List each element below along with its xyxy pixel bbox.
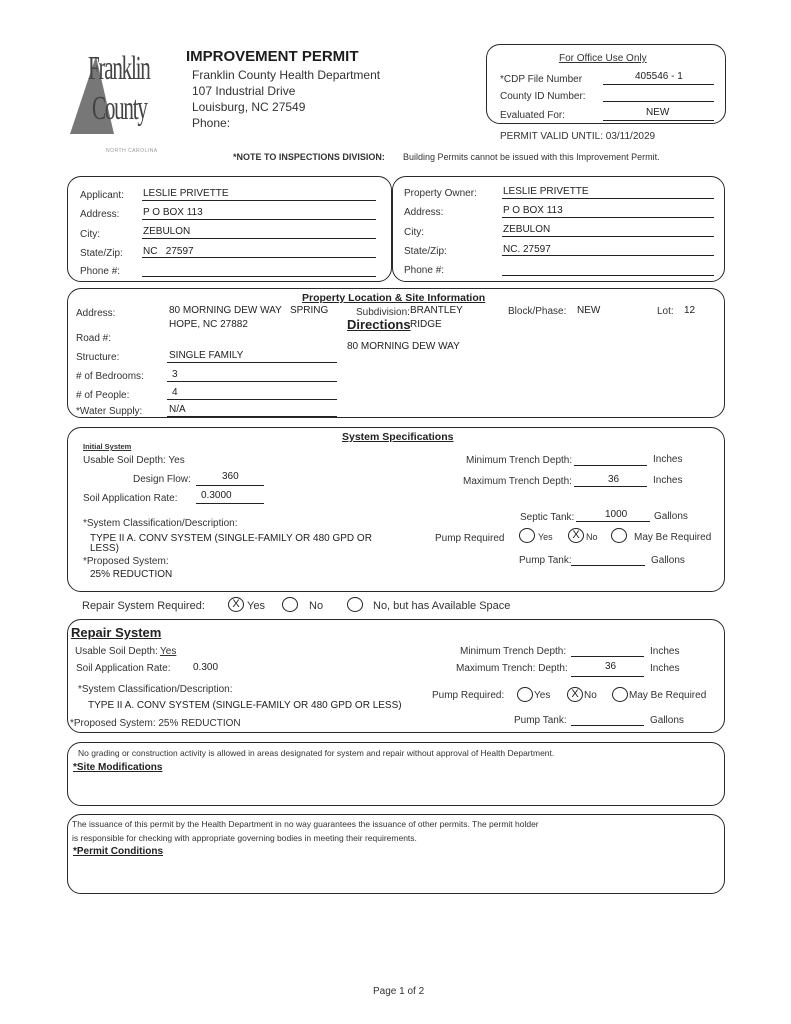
- evaluated-for-value: NEW: [646, 107, 670, 118]
- owner-address-label: Address:: [404, 207, 444, 218]
- soil-rate-underline: [196, 503, 264, 504]
- repair-required-label: Repair System Required:: [82, 600, 205, 612]
- water-supply-underline: [167, 416, 337, 417]
- repair-pump-tank-units: Gallons: [650, 715, 684, 726]
- road-label: Road #:: [76, 333, 112, 344]
- repair-available-space-radio[interactable]: [347, 597, 363, 612]
- max-trench-units: Inches: [653, 475, 683, 486]
- applicant-statezip-label: State/Zip:: [80, 248, 123, 259]
- bedrooms-value: 3: [172, 369, 178, 380]
- note-text: Building Permits cannot be issued with this Improvement Permit.: [403, 152, 660, 162]
- usable-soil-depth: Usable Soil Depth: Yes: [83, 455, 185, 466]
- repair-usable-soil-value: Yes: [160, 646, 177, 657]
- page-number: Page 1 of 2: [373, 986, 425, 997]
- pump-no-label: No: [586, 532, 598, 542]
- office-use-heading: For Office Use Only: [559, 53, 647, 64]
- applicant-statezip: NC 27597: [143, 246, 194, 257]
- department-city: Louisburg, NC 27549: [192, 100, 306, 114]
- applicant-address: P O BOX 113: [143, 207, 203, 218]
- design-flow-value: 360: [222, 471, 239, 482]
- owner-statezip-label: State/Zip:: [404, 246, 447, 257]
- repair-max-trench-underline: [571, 676, 644, 677]
- department-phone-label: Phone:: [192, 116, 231, 130]
- max-trench-underline: [574, 486, 647, 487]
- water-supply-label: *Water Supply:: [76, 406, 143, 417]
- repair-pump-yes-label: Yes: [534, 690, 551, 701]
- property-address-line2: HOPE, NC 27882: [169, 319, 248, 330]
- pump-tank-underline: [571, 565, 645, 566]
- proposed-system-value: 25% REDUCTION: [90, 569, 173, 580]
- repair-max-trench-label: Maximum Trench: Depth:: [456, 663, 568, 674]
- min-trench-label: Minimum Trench Depth:: [466, 455, 573, 466]
- applicant-name-underline: [142, 200, 376, 201]
- pump-required-label: Pump Required: [435, 533, 505, 544]
- repair-min-trench-units: Inches: [650, 646, 680, 657]
- block-phase-value: NEW: [577, 305, 601, 316]
- site-modifications-notice: No grading or construction activity is allowed in areas designated for system and repair without approval of Health Department.: [78, 748, 555, 758]
- permit-conditions-notice-2: is responsible for checking with appropriate governing bodies in meeting their requirements.: [72, 833, 417, 843]
- repair-soil-rate-value: 0.300: [193, 662, 219, 673]
- repair-max-trench-units: Inches: [650, 663, 680, 674]
- document-title: IMPROVEMENT PERMIT: [186, 48, 359, 65]
- note-label: *NOTE TO INSPECTIONS DIVISION:: [233, 152, 385, 162]
- bedrooms-underline: [167, 381, 337, 382]
- property-heading: Property Location & Site Information: [302, 292, 486, 304]
- min-trench-units: Inches: [653, 454, 683, 465]
- applicant-name-label: Applicant:: [80, 190, 124, 201]
- bedrooms-label: # of Bedrooms:: [76, 371, 144, 382]
- water-supply-value: N/A: [169, 404, 186, 415]
- repair-min-trench-underline: [571, 656, 644, 657]
- applicant-phone-label: Phone #:: [80, 266, 121, 277]
- classification-value-cont: LESS): [90, 543, 119, 554]
- repair-pump-tank-underline: [571, 725, 644, 726]
- directions-value: 80 MORNING DEW WAY: [347, 341, 460, 352]
- repair-max-trench-value: 36: [605, 661, 617, 672]
- applicant-phone-underline: [142, 276, 376, 277]
- repair-classification-label: *System Classification/Description:: [78, 684, 233, 695]
- owner-city-label: City:: [404, 227, 424, 238]
- permit-conditions-heading: *Permit Conditions: [73, 846, 164, 857]
- structure-value: SINGLE FAMILY: [169, 350, 244, 361]
- permit-valid-until: PERMIT VALID UNTIL: 03/11/2029: [500, 131, 656, 142]
- soil-rate-value: 0.3000: [201, 490, 232, 501]
- department-street: 107 Industrial Drive: [192, 84, 296, 98]
- subdivision-line2: RIDGE: [410, 319, 442, 330]
- septic-tank-units: Gallons: [654, 511, 688, 522]
- people-value: 4: [172, 387, 178, 398]
- repair-yes-radio[interactable]: X: [228, 597, 244, 612]
- design-flow-label: Design Flow:: [133, 474, 191, 485]
- applicant-address-underline: [142, 219, 376, 220]
- logo-subtitle: NORTH CAROLINA: [106, 148, 158, 154]
- septic-tank-label: Septic Tank:: [520, 512, 575, 523]
- repair-min-trench-label: Minimum Trench Depth:: [460, 646, 567, 657]
- septic-tank-value: 1000: [605, 509, 628, 520]
- subdivision-line1: BRANTLEY: [410, 305, 463, 316]
- cdp-file-underline: [603, 84, 714, 85]
- pump-no-radio[interactable]: X: [568, 528, 584, 543]
- applicant-city-underline: [142, 238, 376, 239]
- repair-usable-soil-label: Usable Soil Depth:: [75, 646, 158, 657]
- owner-name: LESLIE PRIVETTE: [503, 186, 589, 197]
- logo-word-franklin: Franklin: [88, 50, 150, 87]
- block-phase-label: Block/Phase:: [508, 306, 567, 317]
- min-trench-underline: [574, 465, 647, 466]
- applicant-statezip-underline: [142, 257, 376, 258]
- repair-no-label: No: [309, 600, 324, 612]
- pump-tank-label: Pump Tank:: [519, 555, 572, 566]
- applicant-address-label: Address:: [80, 209, 120, 220]
- repair-yes-label: Yes: [247, 600, 265, 612]
- owner-statezip-underline: [502, 255, 714, 256]
- septic-tank-underline: [576, 521, 650, 522]
- repair-classification-value: TYPE II A. CONV SYSTEM (SINGLE-FAMILY OR 480 GPD OR LESS): [88, 700, 402, 711]
- repair-proposed-system: *Proposed System: 25% REDUCTION: [70, 718, 241, 729]
- initial-system-label: Initial System: [83, 442, 132, 451]
- property-address-label: Address:: [76, 308, 116, 319]
- pump-maybe-label: May Be Required: [634, 532, 712, 543]
- owner-name-label: Property Owner:: [404, 188, 477, 199]
- site-modifications-heading: *Site Modifications: [73, 762, 163, 773]
- applicant-city: ZEBULON: [143, 226, 191, 237]
- cdp-file-label: *CDP File Number: [500, 74, 583, 85]
- repair-pump-tank-label: Pump Tank:: [514, 715, 567, 726]
- soil-rate-label: Soil Application Rate:: [83, 493, 178, 504]
- cdp-file-value: 405546 - 1: [635, 71, 683, 82]
- lot-label: Lot:: [657, 306, 674, 317]
- pump-tank-units: Gallons: [651, 555, 685, 566]
- repair-soil-rate-label: Soil Application Rate:: [76, 663, 171, 674]
- owner-address-underline: [502, 217, 714, 218]
- county-id-underline: [603, 101, 714, 102]
- owner-city-underline: [502, 236, 714, 237]
- structure-underline: [167, 362, 337, 363]
- repair-pump-required-label: Pump Required:: [432, 690, 505, 701]
- lot-value: 12: [684, 305, 696, 316]
- owner-phone-label: Phone #:: [404, 265, 445, 276]
- max-trench-value: 36: [608, 474, 620, 485]
- evaluated-for-label: Evaluated For:: [500, 110, 566, 121]
- owner-city: ZEBULON: [503, 224, 551, 235]
- system-specs-heading: System Specifications: [342, 431, 454, 443]
- directions-label: Directions: [347, 317, 411, 332]
- owner-name-underline: [502, 198, 714, 199]
- classification-value: TYPE II A. CONV SYSTEM (SINGLE-FAMILY OR 480 GPD OR: [90, 533, 372, 544]
- classification-label: *System Classification/Description:: [83, 518, 238, 529]
- design-flow-underline: [196, 485, 264, 486]
- subdivision-label: Subdivision:: [356, 307, 410, 318]
- department-name: Franklin County Health Department: [192, 68, 381, 82]
- property-address-line1: 80 MORNING DEW WAY SPRING: [169, 305, 329, 316]
- repair-system-heading: Repair System: [71, 625, 162, 640]
- repair-pump-no-radio[interactable]: X: [567, 687, 583, 702]
- repair-pump-maybe-radio[interactable]: [612, 687, 628, 702]
- franklin-county-logo: [66, 50, 172, 154]
- owner-statezip: NC. 27597: [503, 244, 551, 255]
- repair-available-space-label: No, but has Available Space: [373, 600, 511, 612]
- people-underline: [167, 399, 337, 400]
- evaluated-for-underline: [603, 120, 714, 121]
- pump-maybe-radio[interactable]: [611, 528, 627, 543]
- people-label: # of People:: [76, 390, 130, 401]
- owner-phone-underline: [502, 275, 714, 276]
- applicant-city-label: City:: [80, 229, 100, 240]
- max-trench-label: Maximum Trench Depth:: [463, 476, 572, 487]
- logo-word-county: County: [92, 90, 147, 127]
- repair-no-radio[interactable]: [282, 597, 298, 612]
- repair-pump-maybe-label: May Be Required: [629, 690, 707, 701]
- owner-address: P O BOX 113: [503, 205, 563, 216]
- repair-pump-yes-radio[interactable]: [517, 687, 533, 702]
- pump-yes-label: Yes: [538, 532, 553, 542]
- proposed-system-label: *Proposed System:: [83, 556, 169, 567]
- applicant-name: LESLIE PRIVETTE: [143, 188, 229, 199]
- pump-yes-radio[interactable]: [519, 528, 535, 543]
- repair-pump-no-label: No: [584, 690, 597, 701]
- county-id-label: County ID Number:: [500, 91, 586, 102]
- structure-label: Structure:: [76, 352, 120, 363]
- permit-conditions-notice-1: The issuance of this permit by the Health Department in no way guarantees the issuance of other permits. The permit holder: [72, 819, 539, 829]
